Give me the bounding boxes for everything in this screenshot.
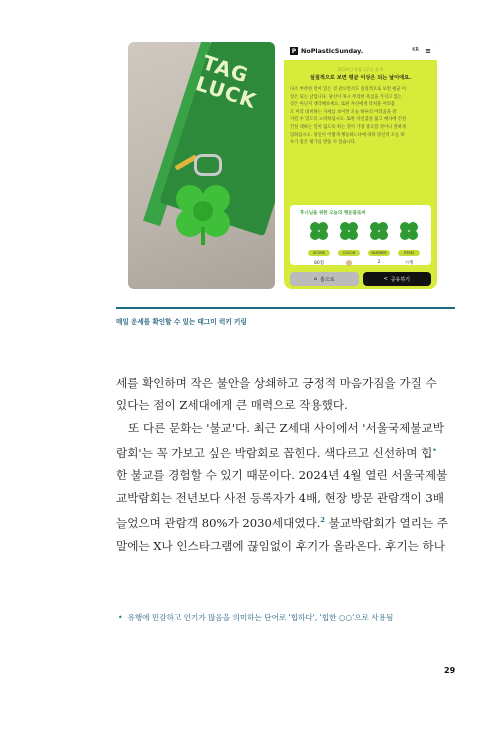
- clover-icon: [308, 220, 330, 242]
- text-segment: 늘었으며 관람객 80%가 2030세대였다.: [116, 516, 321, 531]
- text-segment: 불교박람회가 열리는 주: [324, 516, 449, 531]
- fortune-line: 도 미리 대비하는 자세를 보이면 오늘 하루의 어려움을 잘: [290, 109, 397, 115]
- app-name: NoPlasticSunday.: [301, 47, 364, 55]
- stat-value: [338, 260, 360, 268]
- stat-value: 2: [377, 260, 381, 265]
- clover-icon: [338, 220, 360, 242]
- text-line: 교박람회는 전년보다 사전 등록자가 4배, 현장 방문 관람객이 3배: [116, 490, 444, 505]
- stat-label: SCORE: [308, 250, 330, 256]
- text-line: [116, 509, 458, 534]
- footnote-bullet: •: [118, 613, 123, 622]
- text-line: 말에는 X나 인스타그램에 끊임없이 후기가 올라온다. 후기는 하나: [116, 538, 445, 553]
- text-line: 세를 확인하며 작은 불안을 상쇄하고 긍정적 마음가짐을 가질 수: [116, 376, 437, 390]
- footnote-text: 유행에 민감하고 인기가 많음을 의미하는 단어로 '힙하다', '힙한 ○○'으로 사용됨: [127, 613, 394, 622]
- fortune-line: 다소 부족한 면이 있는 것 같으면서도 실질적으로 보면 평균 이: [290, 87, 407, 92]
- stat-value: 시계: [404, 261, 414, 266]
- app-header: [284, 42, 437, 60]
- caption-rule: [116, 307, 455, 309]
- page-number: 29: [444, 666, 456, 675]
- body-text: [116, 372, 458, 557]
- book-cover-title: TAG LUCK: [192, 50, 260, 114]
- fortune-line: 것은 아닌지 생각해보세요. 또한 자신에게 닥쳐올 어려움: [290, 102, 396, 108]
- fortune-date: 2024년 6월 12일 운세: [337, 68, 384, 73]
- home-icon: ⌂: [313, 276, 318, 282]
- footnote: [118, 612, 393, 623]
- home-label: 홈으로: [320, 276, 335, 283]
- fortune-body: [290, 86, 431, 147]
- stat-label: COLOR: [338, 250, 360, 256]
- phone-screenshot: [284, 42, 437, 289]
- lucky-card: [290, 205, 431, 265]
- stat-label: NUMBER: [368, 250, 390, 256]
- figure-caption: 매일 운세를 확인할 수 있는 태그미 럭키 키링: [116, 318, 247, 326]
- footnote-mark[interactable]: •: [432, 446, 437, 455]
- share-icon: <: [383, 276, 388, 282]
- text-line: 또 다른 문화는 '불교'다. 최근 Z세대 사이에서 '서울국제불교박: [128, 420, 444, 435]
- lucky-card-title: 후니님을 위한 오늘의 행운플로버: [300, 211, 366, 216]
- stat-color: [338, 220, 360, 268]
- fortune-line: 상은 되는 날입니다. 당신이 혹시 무리한 욕심을 가지고 있는: [290, 94, 402, 100]
- text-segment: 람회'는 꼭 가보고 싶은 박람회로 꼽힌다. 색다르고 신선하며 힙: [116, 446, 433, 461]
- lucky-color-swatch: [346, 260, 352, 266]
- stat-items: [398, 220, 420, 268]
- fortune-line: 루가 좋은 평가를 받을 수 있습니다.: [290, 140, 357, 146]
- keyring-photo: [128, 42, 275, 289]
- fortune-headline: 실질적으로 보면 평균 이상은 되는 날이에요.: [309, 75, 412, 81]
- language-switch[interactable]: KR: [412, 47, 419, 53]
- fortune-line: 지킬 수 있도록 노력하십시오. 또한 자신감을 잃고 매사에 건설: [290, 117, 407, 123]
- clover-charm-icon: [168, 177, 238, 247]
- clover-icon: [368, 220, 390, 242]
- share-button[interactable]: [363, 272, 432, 286]
- stat-score: [308, 220, 330, 268]
- menu-icon[interactable]: ≡: [425, 47, 431, 55]
- share-label: 공유하기: [390, 276, 411, 283]
- phone-buttons: [290, 272, 431, 286]
- lucky-stats: [308, 220, 420, 268]
- fortune-line: 임하십시오. 당신이 어떻게 행동하느냐에 따라 당신의 오늘 하: [290, 132, 405, 138]
- home-button[interactable]: [290, 272, 359, 286]
- stat-label: ITEMS: [398, 250, 420, 256]
- keyring-clasp: [194, 154, 222, 176]
- app-logo-icon: P: [291, 47, 297, 55]
- text-line: [116, 439, 458, 464]
- stat-number: [368, 220, 390, 268]
- fortune-line: 건설 대하는 일이 없도록 하는 것이 가장 중요할 것이니 잘하게: [290, 124, 407, 130]
- stat-value: 80점: [313, 261, 325, 266]
- endnote-mark[interactable]: 2: [320, 516, 325, 525]
- text-line: 한 불교를 경험할 수 있기 때문이다. 2024년 4월 열린 서울국제불: [116, 468, 448, 483]
- clover-icon: [398, 220, 420, 242]
- text-line: 있다는 점이 Z세대에게 큰 매력으로 작용했다.: [116, 398, 348, 413]
